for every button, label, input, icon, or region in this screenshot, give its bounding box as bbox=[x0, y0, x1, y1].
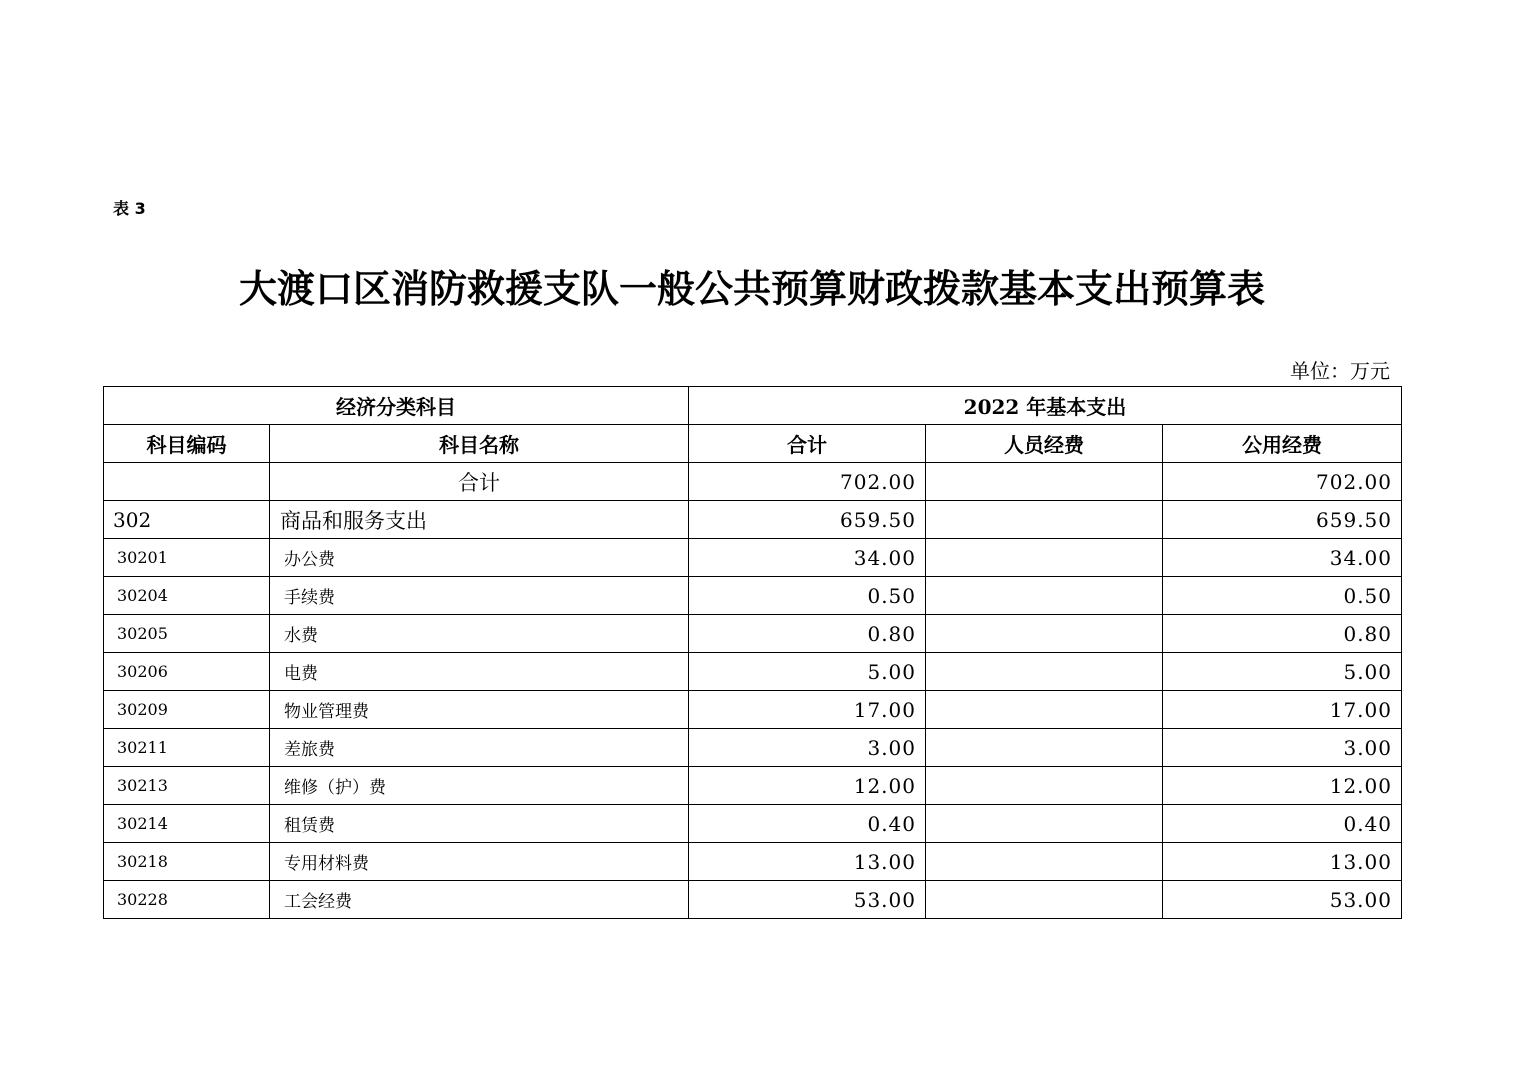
row-total-cell: 0.80 bbox=[689, 615, 926, 653]
row-public-cell: 13.00 bbox=[1163, 843, 1402, 881]
row-code-cell: 30211 bbox=[104, 729, 270, 767]
row-public-cell: 5.00 bbox=[1163, 653, 1402, 691]
row-code-cell: 30209 bbox=[104, 691, 270, 729]
table-row bbox=[104, 805, 1402, 843]
row-personnel-cell bbox=[926, 805, 1163, 843]
row-personnel-cell bbox=[926, 881, 1163, 919]
table-row bbox=[104, 615, 1402, 653]
row-total-cell: 34.00 bbox=[689, 539, 926, 577]
row-total-cell: 53.00 bbox=[689, 881, 926, 919]
table-row bbox=[104, 539, 1402, 577]
row-personnel-cell bbox=[926, 577, 1163, 615]
row-public-cell: 0.80 bbox=[1163, 615, 1402, 653]
row-total-cell: 13.00 bbox=[689, 843, 926, 881]
row-public-cell: 53.00 bbox=[1163, 881, 1402, 919]
row-personnel-cell bbox=[926, 729, 1163, 767]
unit-label: 单位：万元 bbox=[1290, 359, 1390, 383]
budget-table bbox=[103, 386, 1402, 919]
table-row bbox=[104, 843, 1402, 881]
row-code-cell: 30213 bbox=[104, 767, 270, 805]
header-name: 科目名称 bbox=[270, 425, 689, 463]
header-group-row bbox=[104, 387, 1402, 425]
row-total-cell: 3.00 bbox=[689, 729, 926, 767]
table-row bbox=[104, 577, 1402, 615]
row-code-cell: 30218 bbox=[104, 843, 270, 881]
table-body bbox=[104, 463, 1402, 919]
row-name-cell: 电费 bbox=[270, 653, 689, 691]
row-total-cell: 0.50 bbox=[689, 577, 926, 615]
table-row bbox=[104, 653, 1402, 691]
row-name-cell: 商品和服务支出 bbox=[270, 501, 689, 539]
row-code-cell: 30204 bbox=[104, 577, 270, 615]
row-name-cell: 专用材料费 bbox=[270, 843, 689, 881]
row-total-cell: 17.00 bbox=[689, 691, 926, 729]
row-code-cell: 30214 bbox=[104, 805, 270, 843]
header-code: 科目编码 bbox=[104, 425, 270, 463]
table-row bbox=[104, 881, 1402, 919]
row-public-cell: 17.00 bbox=[1163, 691, 1402, 729]
row-name-cell: 合计 bbox=[270, 463, 689, 501]
table-row bbox=[104, 767, 1402, 805]
row-name-cell: 手续费 bbox=[270, 577, 689, 615]
header-column-row bbox=[104, 425, 1402, 463]
row-code-cell: 30205 bbox=[104, 615, 270, 653]
table-row bbox=[104, 501, 1402, 539]
row-public-cell: 12.00 bbox=[1163, 767, 1402, 805]
row-code-cell: 30206 bbox=[104, 653, 270, 691]
row-personnel-cell bbox=[926, 501, 1163, 539]
row-personnel-cell bbox=[926, 539, 1163, 577]
page-title: 大渡口区消防救援支队一般公共预算财政拨款基本支出预算表 bbox=[238, 267, 1265, 311]
header-basic-expenditure: 2022 年基本支出 bbox=[689, 387, 1402, 425]
row-public-cell: 0.50 bbox=[1163, 577, 1402, 615]
row-code-cell bbox=[104, 463, 270, 501]
row-code-cell: 30228 bbox=[104, 881, 270, 919]
row-code-cell: 302 bbox=[104, 501, 270, 539]
row-personnel-cell bbox=[926, 463, 1163, 501]
row-code-cell: 30201 bbox=[104, 539, 270, 577]
row-public-cell: 659.50 bbox=[1163, 501, 1402, 539]
row-name-cell: 工会经费 bbox=[270, 881, 689, 919]
row-personnel-cell bbox=[926, 653, 1163, 691]
row-public-cell: 34.00 bbox=[1163, 539, 1402, 577]
row-total-cell: 12.00 bbox=[689, 767, 926, 805]
row-name-cell: 物业管理费 bbox=[270, 691, 689, 729]
header-total: 合计 bbox=[689, 425, 926, 463]
row-personnel-cell bbox=[926, 767, 1163, 805]
row-total-cell: 0.40 bbox=[689, 805, 926, 843]
row-name-cell: 办公费 bbox=[270, 539, 689, 577]
header-public: 公用经费 bbox=[1163, 425, 1402, 463]
table-row bbox=[104, 691, 1402, 729]
row-name-cell: 水费 bbox=[270, 615, 689, 653]
row-name-cell: 租赁费 bbox=[270, 805, 689, 843]
row-name-cell: 差旅费 bbox=[270, 729, 689, 767]
row-name-cell: 维修（护）费 bbox=[270, 767, 689, 805]
row-public-cell: 702.00 bbox=[1163, 463, 1402, 501]
header-personnel: 人员经费 bbox=[926, 425, 1163, 463]
row-total-cell: 5.00 bbox=[689, 653, 926, 691]
table-number: 表 3 bbox=[113, 199, 146, 218]
header-economic-category: 经济分类科目 bbox=[104, 387, 689, 425]
row-total-cell: 702.00 bbox=[689, 463, 926, 501]
row-public-cell: 3.00 bbox=[1163, 729, 1402, 767]
table-row bbox=[104, 463, 1402, 501]
row-personnel-cell bbox=[926, 691, 1163, 729]
row-public-cell: 0.40 bbox=[1163, 805, 1402, 843]
table-row bbox=[104, 729, 1402, 767]
row-personnel-cell bbox=[926, 843, 1163, 881]
row-total-cell: 659.50 bbox=[689, 501, 926, 539]
row-personnel-cell bbox=[926, 615, 1163, 653]
